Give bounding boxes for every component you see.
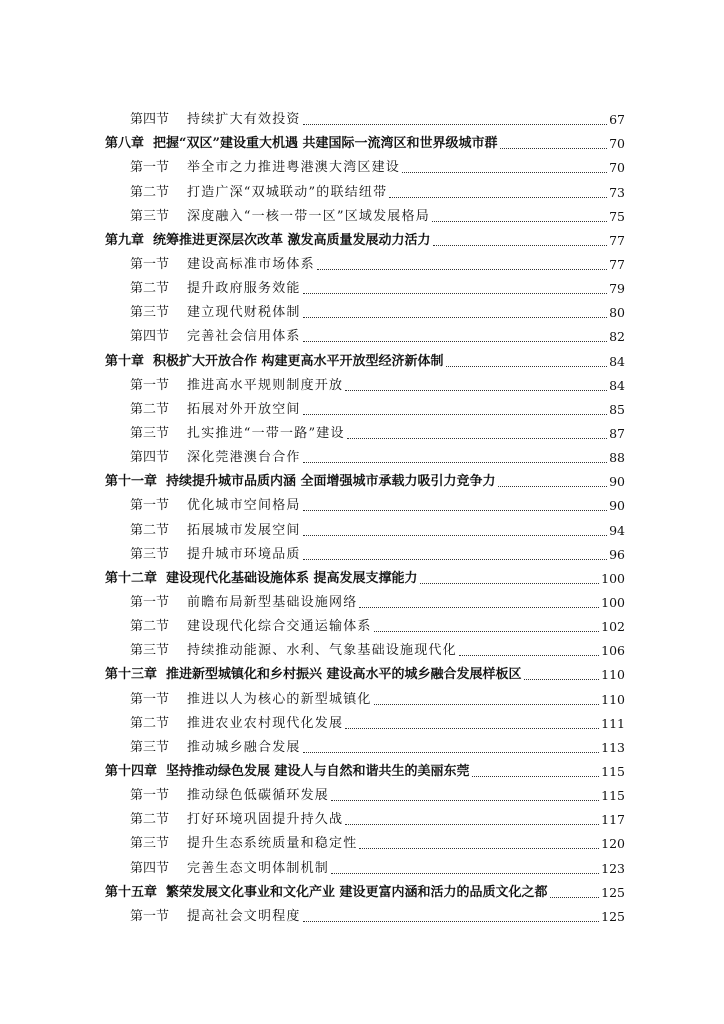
toc-section-entry[interactable] — [105, 152, 625, 176]
toc-entry-number: 第四节 — [130, 860, 170, 876]
toc-chapter-entry[interactable] — [105, 466, 625, 490]
toc-section-entry[interactable] — [105, 828, 625, 852]
toc-dot-leader — [345, 728, 599, 729]
toc-entry-number: 第四节 — [130, 450, 170, 466]
toc-section-entry[interactable] — [105, 804, 625, 828]
toc-dot-leader — [446, 366, 608, 367]
toc-page-number: 67 — [609, 112, 625, 128]
toc-page-number: 77 — [609, 256, 625, 272]
toc-page-number: 111 — [601, 715, 625, 731]
toc-page-number: 70 — [609, 136, 625, 152]
toc-dot-leader — [500, 148, 608, 149]
toc-dot-leader — [389, 197, 607, 198]
toc-dot-leader — [303, 921, 600, 922]
toc-dot-leader — [303, 341, 607, 342]
toc-page-number: 87 — [609, 425, 625, 441]
toc-section-entry[interactable] — [105, 683, 625, 707]
toc-dot-leader — [317, 269, 607, 270]
toc-entry-title: 繁荣发展文化事业和文化产业 建设更富内涵和活力的品质文化之都 — [166, 884, 548, 900]
toc-entry-title: 打好环境巩固提升持久战 — [187, 812, 344, 828]
toc-dot-leader — [303, 510, 607, 511]
toc-dot-leader — [433, 245, 608, 246]
toc-dot-leader — [303, 462, 607, 463]
toc-entry-number: 第三节 — [130, 836, 170, 852]
toc-dot-leader — [303, 414, 607, 415]
toc-dot-leader — [432, 221, 607, 222]
toc-page-number: 115 — [601, 788, 625, 804]
toc-entry-title: 深度融入“一核一带一区”区域发展格局 — [187, 208, 430, 224]
toc-page-number: 100 — [601, 594, 625, 610]
toc-section-entry[interactable] — [105, 321, 625, 345]
toc-entry-number: 第三节 — [130, 305, 170, 321]
toc-section-entry[interactable] — [105, 852, 625, 876]
toc-dot-leader — [303, 535, 607, 536]
toc-entry-number: 第十五章 — [105, 884, 158, 900]
toc-dot-leader — [303, 124, 607, 125]
toc-entry-number: 第二节 — [130, 522, 170, 538]
toc-page-number: 84 — [609, 377, 625, 393]
toc-section-entry[interactable] — [105, 394, 625, 418]
toc-entry-title: 建设高标准市场体系 — [187, 256, 315, 272]
toc-chapter-entry[interactable] — [105, 563, 625, 587]
toc-dot-leader — [303, 317, 607, 318]
toc-page-number: 94 — [609, 522, 625, 538]
toc-entry-title: 深化莞港澳台合作 — [187, 450, 301, 466]
toc-entry-number: 第三节 — [130, 546, 170, 562]
toc-dot-leader — [402, 172, 607, 173]
toc-entry-title: 建设现代化基础设施体系 提高发展支撑能力 — [166, 570, 418, 586]
toc-dot-leader — [524, 679, 600, 680]
toc-entry-title: 优化城市空间格局 — [187, 498, 301, 514]
toc-section-entry[interactable] — [105, 708, 625, 732]
toc-entry-title: 提高社会文明程度 — [187, 908, 301, 924]
toc-section-entry[interactable] — [105, 732, 625, 756]
toc-dot-leader — [345, 390, 607, 391]
toc-page-number: 70 — [609, 160, 625, 176]
toc-entry-number: 第一节 — [130, 377, 170, 393]
toc-page-number: 85 — [609, 401, 625, 417]
toc-chapter-entry[interactable] — [105, 756, 625, 780]
toc-section-entry[interactable] — [105, 780, 625, 804]
toc-entry-title: 统筹推进更深层次改革 激发高质量发展动力活力 — [153, 232, 431, 248]
toc-entry-number: 第十章 — [105, 353, 145, 369]
toc-entry-number: 第三节 — [130, 208, 170, 224]
table-of-contents — [105, 104, 625, 925]
toc-entry-number: 第十三章 — [105, 667, 158, 683]
toc-page-number: 80 — [609, 305, 625, 321]
toc-section-entry[interactable] — [105, 418, 625, 442]
toc-page-number: 110 — [601, 667, 625, 683]
toc-section-entry[interactable] — [105, 370, 625, 394]
toc-entry-title: 推进以人为核心的新型城镇化 — [187, 691, 372, 707]
toc-entry-number: 第二节 — [130, 401, 170, 417]
toc-entry-title: 前瞻布局新型基础设施网络 — [187, 594, 358, 610]
toc-dot-leader — [347, 438, 607, 439]
toc-entry-title: 持续提升城市品质内涵 全面增强城市承载力吸引力竞争力 — [166, 474, 496, 490]
toc-entry-title: 建设现代化综合交通运输体系 — [187, 619, 372, 635]
toc-page-number: 123 — [601, 860, 625, 876]
toc-entry-title: 完善生态文明体制机制 — [187, 860, 330, 876]
toc-entry-title: 拓展对外开放空间 — [187, 401, 301, 417]
toc-entry-number: 第一节 — [130, 498, 170, 514]
toc-page-number: 115 — [601, 763, 625, 779]
toc-dot-leader — [345, 824, 599, 825]
toc-section-entry[interactable] — [105, 297, 625, 321]
toc-entry-number: 第一节 — [130, 788, 170, 804]
toc-entry-title: 持续推动能源、水利、气象基础设施现代化 — [187, 643, 457, 659]
toc-dot-leader — [303, 293, 607, 294]
toc-page-number: 88 — [609, 450, 625, 466]
toc-page-number: 79 — [609, 281, 625, 297]
toc-page-number: 82 — [609, 329, 625, 345]
toc-entry-title: 积极扩大开放合作 构建更高水平开放型经济新体制 — [153, 353, 444, 369]
toc-dot-leader — [459, 655, 599, 656]
toc-entry-number: 第八章 — [105, 136, 145, 152]
toc-section-entry[interactable] — [105, 514, 625, 538]
toc-page-number: 100 — [601, 570, 625, 586]
toc-chapter-entry[interactable] — [105, 345, 625, 369]
toc-dot-leader — [331, 800, 599, 801]
toc-dot-leader — [331, 873, 599, 874]
toc-entry-number: 第二节 — [130, 715, 170, 731]
toc-entry-number: 第四节 — [130, 112, 170, 128]
toc-dot-leader — [472, 776, 600, 777]
toc-entry-title: 完善社会信用体系 — [187, 329, 301, 345]
toc-dot-leader — [374, 631, 600, 632]
toc-dot-leader — [303, 752, 600, 753]
toc-entry-title: 提升生态系统质量和稳定性 — [187, 836, 358, 852]
toc-entry-title: 举全市之力推进粤港澳大湾区建设 — [187, 160, 401, 176]
toc-chapter-entry[interactable] — [105, 128, 625, 152]
toc-page-number: 90 — [609, 474, 625, 490]
toc-chapter-entry[interactable] — [105, 877, 625, 901]
toc-section-entry[interactable] — [105, 176, 625, 200]
toc-section-entry[interactable] — [105, 587, 625, 611]
toc-page-number: 125 — [601, 884, 625, 900]
toc-entry-number: 第一节 — [130, 594, 170, 610]
toc-dot-leader — [374, 704, 600, 705]
toc-entry-title: 打造广深“双城联动”的联结纽带 — [187, 184, 388, 200]
toc-entry-number: 第二节 — [130, 281, 170, 297]
toc-entry-number: 第四节 — [130, 329, 170, 345]
toc-entry-title: 持续扩大有效投资 — [187, 112, 301, 128]
toc-entry-title: 推进新型城镇化和乡村振兴 建设高水平的城乡融合发展样板区 — [166, 667, 522, 683]
toc-chapter-entry[interactable] — [105, 225, 625, 249]
toc-page-number: 125 — [601, 908, 625, 924]
toc-page-number: 106 — [601, 643, 625, 659]
toc-dot-leader — [359, 848, 599, 849]
toc-section-entry[interactable] — [105, 273, 625, 297]
toc-dot-leader — [550, 897, 600, 898]
toc-entry-title: 拓展城市发展空间 — [187, 522, 301, 538]
toc-entry-title: 建立现代财税体制 — [187, 305, 301, 321]
toc-page-number: 75 — [609, 208, 625, 224]
toc-section-entry[interactable] — [105, 611, 625, 635]
toc-entry-number: 第二节 — [130, 619, 170, 635]
toc-entry-title: 推动城乡融合发展 — [187, 739, 301, 755]
toc-entry-number: 第一节 — [130, 256, 170, 272]
toc-entry-number: 第一节 — [130, 160, 170, 176]
toc-section-entry[interactable] — [105, 490, 625, 514]
toc-entry-title: 推动绿色低碳循环发展 — [187, 788, 330, 804]
toc-page-number: 84 — [609, 353, 625, 369]
toc-dot-leader — [359, 607, 599, 608]
toc-page-number: 113 — [601, 739, 625, 755]
toc-page-number: 77 — [609, 232, 625, 248]
toc-entry-number: 第十二章 — [105, 570, 158, 586]
toc-page-number: 110 — [601, 691, 625, 707]
toc-entry-number: 第三节 — [130, 425, 170, 441]
toc-page-number: 96 — [609, 546, 625, 562]
toc-entry-title: 推进高水平规则制度开放 — [187, 377, 344, 393]
toc-entry-number: 第一节 — [130, 908, 170, 924]
toc-entry-number: 第一节 — [130, 691, 170, 707]
toc-entry-number: 第十四章 — [105, 763, 158, 779]
toc-dot-leader — [303, 559, 607, 560]
toc-entry-title: 把握“双区”建设重大机遇 共建国际一流湾区和世界级城市群 — [153, 136, 498, 152]
toc-entry-title: 提升政府服务效能 — [187, 281, 301, 297]
toc-entry-title: 推进农业农村现代化发展 — [187, 715, 344, 731]
toc-section-entry[interactable] — [105, 249, 625, 273]
toc-entry-number: 第三节 — [130, 643, 170, 659]
toc-page-number: 120 — [601, 836, 625, 852]
toc-entry-number: 第三节 — [130, 739, 170, 755]
toc-section-entry[interactable] — [105, 539, 625, 563]
toc-entry-number: 第二节 — [130, 812, 170, 828]
toc-entry-number: 第十一章 — [105, 474, 158, 490]
toc-dot-leader — [420, 583, 600, 584]
toc-page-number: 117 — [601, 812, 625, 828]
toc-page-number: 73 — [609, 184, 625, 200]
toc-section-entry[interactable] — [105, 901, 625, 925]
toc-entry-number: 第二节 — [130, 184, 170, 200]
toc-entry-number: 第九章 — [105, 232, 145, 248]
toc-dot-leader — [498, 486, 608, 487]
toc-page-number: 90 — [609, 498, 625, 514]
toc-section-entry[interactable] — [105, 104, 625, 128]
toc-page-number: 102 — [601, 619, 625, 635]
toc-section-entry[interactable] — [105, 442, 625, 466]
toc-chapter-entry[interactable] — [105, 659, 625, 683]
toc-section-entry[interactable] — [105, 635, 625, 659]
toc-section-entry[interactable] — [105, 201, 625, 225]
toc-entry-title: 扎实推进“一带一路”建设 — [187, 425, 345, 441]
toc-entry-title: 提升城市环境品质 — [187, 546, 301, 562]
toc-entry-title: 坚持推动绿色发展 建设人与自然和谐共生的美丽东莞 — [166, 763, 470, 779]
